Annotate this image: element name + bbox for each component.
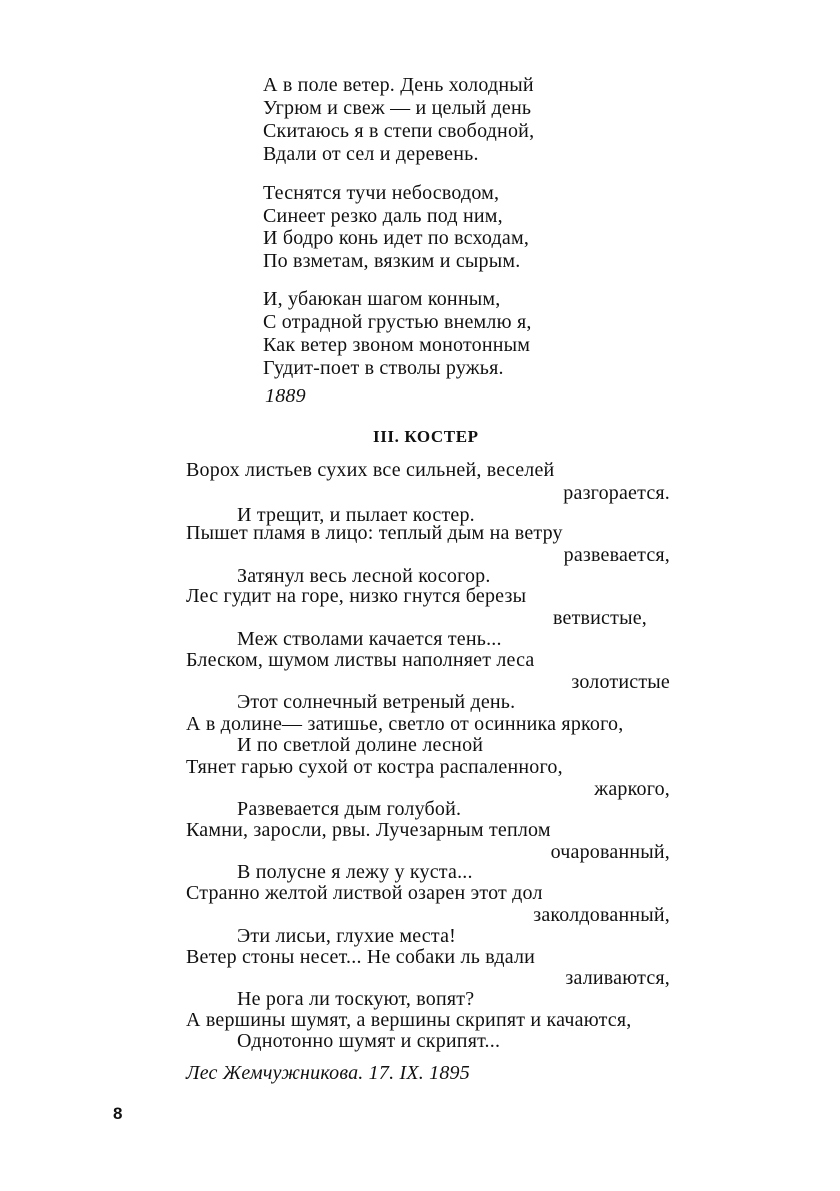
poem1-line: По взметам, вязким и сырым.: [263, 250, 521, 272]
poem2-line: Ветер стоны несет... Не собаки ль вдали: [186, 946, 536, 968]
poem1-line: Гудит-поет в стволы ружья.: [263, 357, 504, 379]
poem1-line: А в поле ветер. День холодный: [263, 74, 534, 96]
poem2-line: Этот солнечный ветреный день.: [237, 691, 516, 713]
poem1-date: 1889: [265, 385, 306, 407]
poem1-line: И, убаюкан шагом конным,: [263, 288, 501, 310]
poem2-line: Камни, заросли, рвы. Лучезарным теплом: [186, 819, 551, 841]
poem2-line: А в долине— затишье, светло от осинника яркого,: [186, 713, 624, 735]
poem1-line: Угрюм и свеж — и целый день: [263, 97, 532, 119]
poem2-line-carry: золотистые: [571, 671, 670, 693]
poem2-line-carry: очарованный,: [550, 841, 670, 863]
poem2-line-carry: жаркого,: [594, 778, 670, 800]
poem2-line: И по светлой долине лесной: [237, 734, 484, 756]
poem2-line-carry: развевается,: [563, 544, 670, 566]
poem2-line: Развевается дым голубой.: [237, 798, 462, 820]
poem1-line: С отрадной грустью внемлю я,: [263, 311, 532, 333]
poem1-line: Скитаюсь я в степи свободной,: [263, 120, 535, 142]
poem-title: III. КОСТЕР: [373, 427, 479, 446]
poem2-line: Тянет гарью сухой от костра распаленного,: [186, 756, 563, 778]
poem2-line-carry: заколдованный,: [533, 904, 670, 926]
poem2-line: Однотонно шумят и скрипят...: [237, 1030, 501, 1052]
poem2-line: Не рога ли тоскуют, вопят?: [237, 988, 475, 1010]
page-number: 8: [113, 1104, 123, 1123]
poem2-line: Блеском, шумом листвы наполняет леса: [186, 649, 535, 671]
poem2-line: Пышет пламя в лицо: теплый дым на ветру: [186, 522, 563, 544]
poem2-line: Лес гудит на горе, низко гнутся березы: [186, 585, 527, 607]
poem2-line-carry: заливаются,: [565, 967, 670, 989]
poem2-signature: Лес Жемчужникова. 17. IX. 1895: [186, 1062, 470, 1084]
poem2-line-carry: разгорается.: [563, 482, 670, 504]
poem1-line: Теснятся тучи небосводом,: [263, 182, 500, 204]
poem2-line: И трещит, и пылает костер.: [237, 504, 475, 526]
poem2-line: В полусне я лежу у куста...: [237, 861, 473, 883]
poem2-line: Странно желтой листвой озарен этот дол: [186, 882, 543, 904]
poem1-line: И бодро конь идет по всходам,: [263, 227, 530, 249]
poem1-line: Вдали от сел и деревень.: [263, 143, 479, 165]
poem2-line: Эти лисьи, глухие места!: [237, 925, 457, 947]
poem2-line: Меж стволами качается тень...: [237, 628, 502, 650]
poem2-line: Затянул весь лесной косогор.: [237, 565, 491, 587]
poem1-line: Синеет резко даль под ним,: [263, 205, 503, 227]
poem2-line-carry: ветвистые,: [552, 607, 647, 629]
poem1-line: Как ветер звоном монотонным: [263, 334, 531, 356]
poem2-line: А вершины шумят, а вершины скрипят и качаются,: [186, 1009, 632, 1031]
poem2-line: Ворох листьев сухих все сильней, веселей: [186, 459, 555, 481]
